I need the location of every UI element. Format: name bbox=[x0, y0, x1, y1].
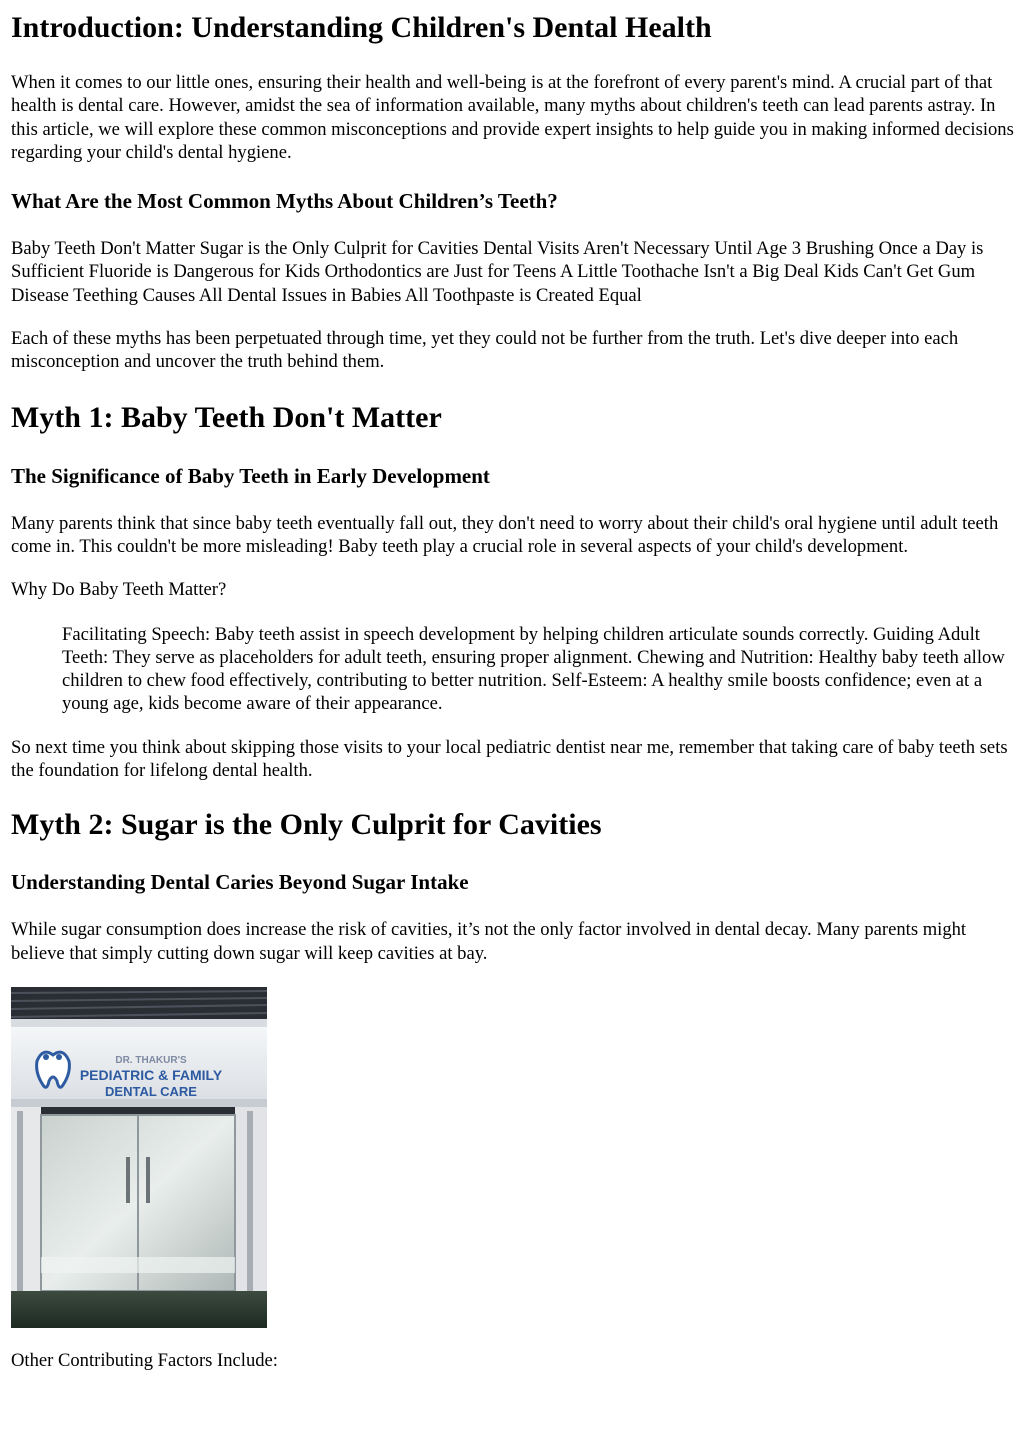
myth1-title: Myth 1: Baby Teeth Don't Matter bbox=[11, 400, 442, 434]
myth2-title: Myth 2: Sugar is the Only Culprit for Cavities bbox=[11, 808, 602, 842]
myth1-paragraph: Many parents think that since baby teeth eventually fall out, they don't need to worry about their child's oral hygiene until adult teeth come in. This couldn't be more misleading! Baby teeth play a crucial role in several aspects of your child's development. bbox=[11, 512, 999, 557]
common-myths-closing: Each of these myths has been perpetuated through time, yet they could not be further from the truth. Let's dive deeper into each misconception and uncover the truth behind them. bbox=[11, 328, 959, 373]
intro-title: Introduction: Understanding Children's Dental Health bbox=[11, 11, 712, 44]
sign-line-2: PEDIATRIC & FAMILY bbox=[79, 1066, 223, 1083]
myth2-factors-label: Other Contributing Factors Include: bbox=[11, 1349, 278, 1371]
myth1-subheading: The Significance of Baby Teeth in Early Development bbox=[11, 463, 490, 488]
clinic-storefront-image bbox=[11, 987, 267, 1328]
myth1-why-label: Why Do Baby Teeth Matter? bbox=[11, 579, 227, 601]
intro-paragraph: When it comes to our little ones, ensuring their health and well-being is at the forefront of every parent's mind. A crucial part of that health is dental care. However, amidst the sea of information available, many myths about children's teeth can lead parents astray. In this article, we will explore these common misconceptions and provide expert insights to help guide you in making informed decisions regarding your child's dental hygiene. bbox=[11, 72, 1014, 163]
myth2-paragraph: While sugar consumption does increase the risk of cavities, it’s not the only factor involved in dental decay. Many parents might believe that simply cutting down sugar will keep cavities at bay. bbox=[11, 919, 967, 964]
sign-line-1: DR. THAKUR'S bbox=[115, 1054, 187, 1066]
common-myths-list: Baby Teeth Don't Matter Sugar is the Only Culprit for Cavities Dental Visits Aren't Necessary Until Age 3 Brushing Once a Day is Sufficient Fluoride is Dangerous for Kids Orthodontics are Just for Teens A Little Toothache Isn't a Big Deal Kids Can't Get Gum Disease Teething Causes All Dental Issues in Babies All Toothpaste is Created Equal bbox=[11, 238, 984, 306]
article bbox=[0, 10, 1024, 1372]
myth2-subheading: Understanding Dental Caries Beyond Sugar Intake bbox=[11, 870, 469, 895]
common-myths-heading: What Are the Most Common Myths About Children’s Teeth? bbox=[11, 189, 558, 214]
myth1-reasons: Facilitating Speech: Baby teeth assist in speech development by helping children articulate sounds correctly. Guiding Adult Teeth: They serve as placeholders for adult teeth, ensuring proper alignment. Chewing and Nutrition: Healthy baby teeth allow children to chew food effectively, contributing to better nutrition. Self-Esteem: A healthy smile boosts confidence; even at a young age, kids become aware of their appearance. bbox=[62, 623, 1005, 715]
sign-line-3: DENTAL CARE bbox=[105, 1083, 197, 1099]
myth1-closing: So next time you think about skipping those visits to your local pediatric dentist near me, remember that taking care of baby teeth sets the foundation for lifelong dental health. bbox=[11, 736, 1008, 782]
